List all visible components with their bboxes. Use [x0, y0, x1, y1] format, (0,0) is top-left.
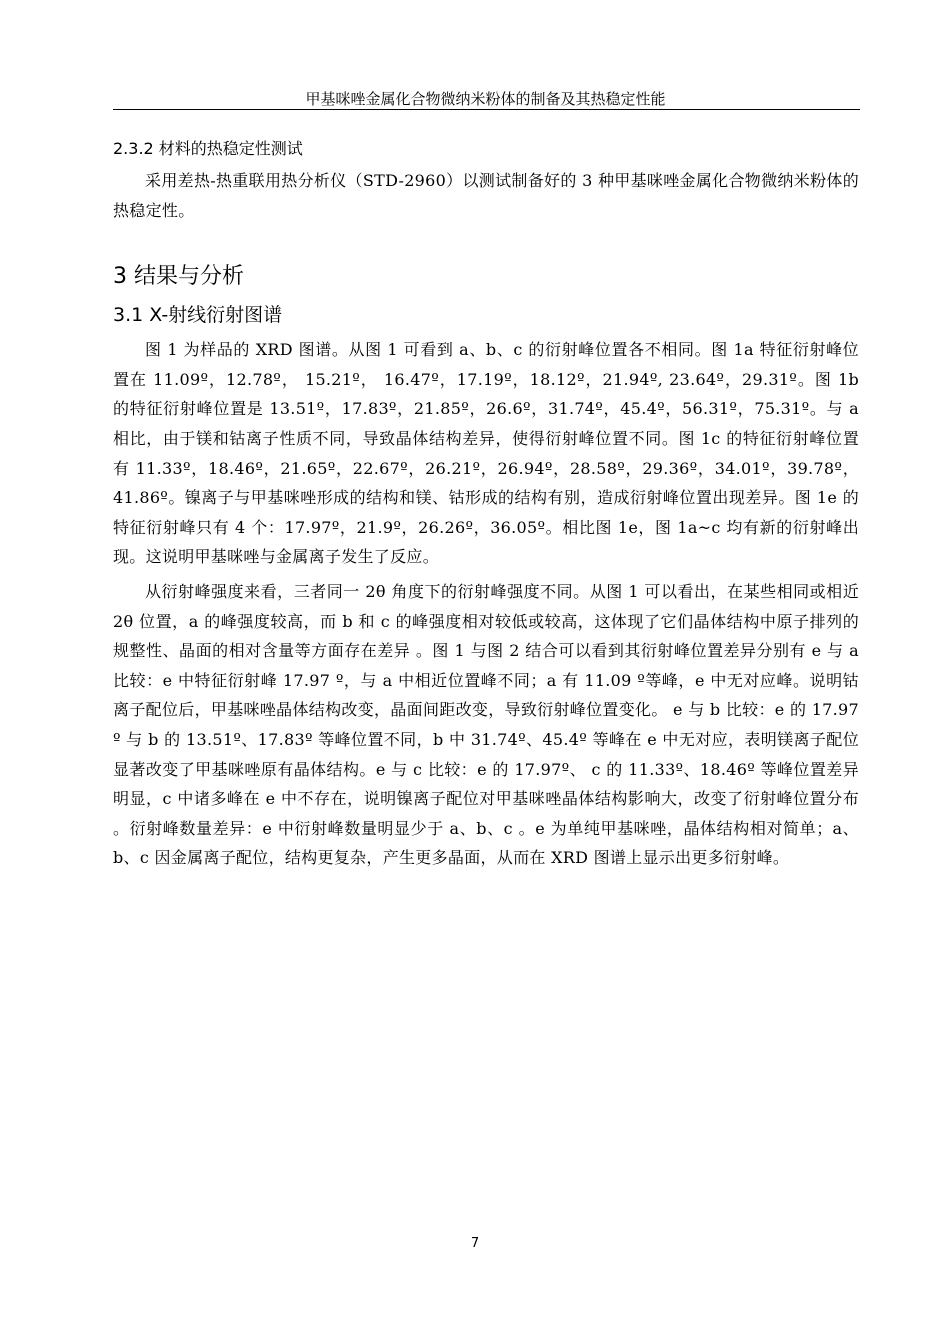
paragraph-xrd-positions: 图 1 为样品的 XRD 图谱。从图 1 可看到 a、b、c 的衍射峰位置各不相同。图 1a 特征衍射峰位置在 11.09º，12.78º， 15.21º， 16.47º，17.19º，18.12º，21.94º, 23.64º，29.31º。图 1b 的特征衍射峰位置是 13.51º，17.83º，21.85º，26.6º，31.74º，45.4º，56.31º，75.31º。与 a 相比，由于镁和钴离子性质不同，导致晶体结构差异，使得衍射峰位置不同。图 1c 的特征衍射峰位置有 11.33º，18.46º，21.65º，22.67º，26.21º，26.94º，28.58º，29.36º，34.01º，39.78º，41.86º。镍离子与甲基咪唑形成的结构和镁、钴形成的结构有别，造成衍射峰位置出现差异。图 1e 的特征衍射峰只有 4 个：17.97º，21.9º，26.26º，36.05º。相比图 1e，图 1a~c 均有新的衍射峰出现。这说明甲基咪唑与金属离子发生了反应。	[113, 340, 859, 567]
page-body	[113, 136, 859, 878]
paragraph-thermal-test: 采用差热-热重联用热分析仪（STD-2960）以测试制备好的 3 种甲基咪唑金属化合物微纳米粉体的热稳定性。	[113, 171, 859, 220]
heading-2-3-2: 2.3.2 材料的热稳定性测试	[113, 139, 303, 158]
heading-3-1-xrd: 3.1 X-射线衍射图谱	[113, 304, 283, 327]
paragraph-xrd-intensity: 从衍射峰强度来看，三者同一 2θ 角度下的衍射峰强度不同。从图 1 可以看出，在某些相同或相近 2θ 位置，a 的峰强度较高，而 b 和 c 的峰强度相对较低或较高，这体现了它们晶体结构中原子排列的规整性、晶面的相对含量等方面存在差异 。图 1 与图 2 结合可以看到其衍射峰位置差异分别有 e 与 a 比较：e 中特征衍射峰 17.97 º，与 a 中相近位置峰不同；a 有 11.09 º等峰，e 中无对应峰。说明钴离子配位后，甲基咪唑晶体结构改变，晶面间距改变，导致衍射峰位置变化。 e 与 b 比较：e 的 17.97 º 与 b 的 13.51º、17.83º 等峰位置不同，b 中 31.74º、45.4º 等峰在 e 中无对应，表明镁离子配位显著改变了甲基咪唑原有晶体结构。e 与 c 比较：e 的 17.97º、 c 的 11.33º、18.46º 等峰位置差异明显，c 中诸多峰在 e 中不存在，说明镍离子配位对甲基咪唑晶体结构影响大，改变了衍射峰位置分布 。衍射峰数量差异：e 中衍射峰数量明显少于 a、b、c 。e 为单纯甲基咪唑，晶体结构相对简单；a、b、c 因金属离子配位，结构更复杂，产生更多晶面，从而在 XRD 图谱上显示出更多衍射峰。	[113, 581, 859, 868]
header-rule	[113, 109, 860, 110]
heading-3-results: 3 结果与分析	[113, 264, 244, 290]
page-number: 7	[470, 1236, 480, 1251]
running-header: 甲基咪唑金属化合物微纳米粉体的制备及其热稳定性能	[305, 90, 666, 108]
